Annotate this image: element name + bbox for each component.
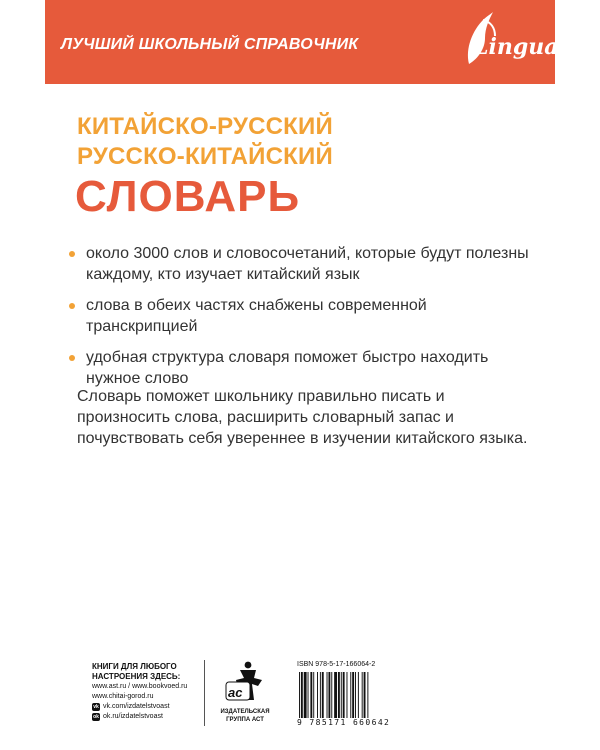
barcode-digits: 9 785171 660642 (297, 718, 391, 727)
barcode (297, 672, 409, 718)
site-link[interactable]: www.chitai-gorod.ru (92, 693, 154, 700)
title-line-1: КИТАЙСКО-РУССКИЙ (77, 113, 333, 140)
footer-divider (204, 660, 205, 726)
header-banner (45, 0, 559, 84)
feature-item (68, 347, 538, 389)
social-link-ok[interactable] (92, 712, 204, 722)
description-paragraph: Словарь поможет школьнику правильно писать и произносить слова, расширить словарный запас и почувствовать себя увереннее в изучении китайского языка. (77, 388, 528, 447)
bullet-dot-icon (69, 355, 75, 361)
svg-text:ac: ac (228, 685, 243, 700)
ast-logo-icon (224, 660, 270, 704)
barcode-bar (350, 672, 351, 718)
publisher-logo (224, 660, 270, 704)
barcode-bar (352, 672, 354, 718)
feature-item (68, 295, 538, 337)
barcode-bar (334, 672, 337, 718)
barcode-bar (358, 672, 359, 718)
bullet-dot-icon (69, 303, 75, 309)
barcode-bar (362, 672, 363, 718)
barcode-bar (355, 672, 356, 718)
barcode-bar (364, 672, 366, 718)
social-text: ok.ru/izdatelstvoast (103, 713, 163, 720)
feature-text: удобная структура словаря поможет быстро находить нужное слово (86, 349, 489, 387)
barcode-bar (317, 672, 318, 718)
barcode-bar (338, 672, 340, 718)
lingua-logo (455, 8, 559, 74)
social-link-vk[interactable] (92, 702, 204, 712)
feature-list (68, 243, 538, 399)
bullet-dot-icon (69, 251, 75, 257)
barcode-bar (347, 672, 348, 718)
feature-item (68, 243, 538, 285)
vk-icon: vk (93, 704, 99, 710)
books-title-2: НАСТРОЕНИЯ ЗДЕСЬ: (92, 672, 181, 681)
footer-links-block (92, 662, 204, 722)
title-main: СЛОВАРЬ (75, 172, 301, 221)
barcode-bar (299, 672, 300, 718)
feature-text: около 3000 слов и словосочетаний, которые будут полезны каждому, кто изучает китайский язык (86, 245, 529, 283)
social-text: vk.com/izdatelstvoast (103, 703, 170, 710)
barcode-bar (343, 672, 345, 718)
barcode-bar (328, 672, 330, 718)
ok-icon: ok (93, 714, 99, 720)
series-label: ЛУЧШИЙ ШКОЛЬНЫЙ СПРАВОЧНИК (61, 36, 359, 53)
feature-text: слова в обеих частях снабжены современной транскрипцией (86, 297, 427, 335)
barcode-bar (304, 672, 307, 718)
barcode-bar (331, 672, 332, 718)
barcode-bar (367, 672, 368, 718)
barcode-bar (322, 672, 324, 718)
barcode-bar (313, 672, 314, 718)
barcode-bar (301, 672, 303, 718)
barcode-bar (310, 672, 312, 718)
barcode-bar (308, 672, 309, 718)
isbn-number: ISBN 978-5-17-166064-2 (297, 661, 376, 668)
barcode-bar (341, 672, 342, 718)
logo-text: Lingua (473, 34, 559, 60)
site-link[interactable]: www.ast.ru / www.bookvoed.ru (92, 683, 188, 690)
books-title-1: КНИГИ ДЛЯ ЛЮБОГО (92, 662, 177, 671)
barcode-bar (320, 672, 321, 718)
title-line-2: РУССКО-КИТАЙСКИЙ (77, 143, 333, 170)
publisher-name: ИЗДАТЕЛЬСКАЯ ГРУППА АСТ (220, 709, 270, 723)
barcode-bar (327, 672, 328, 718)
